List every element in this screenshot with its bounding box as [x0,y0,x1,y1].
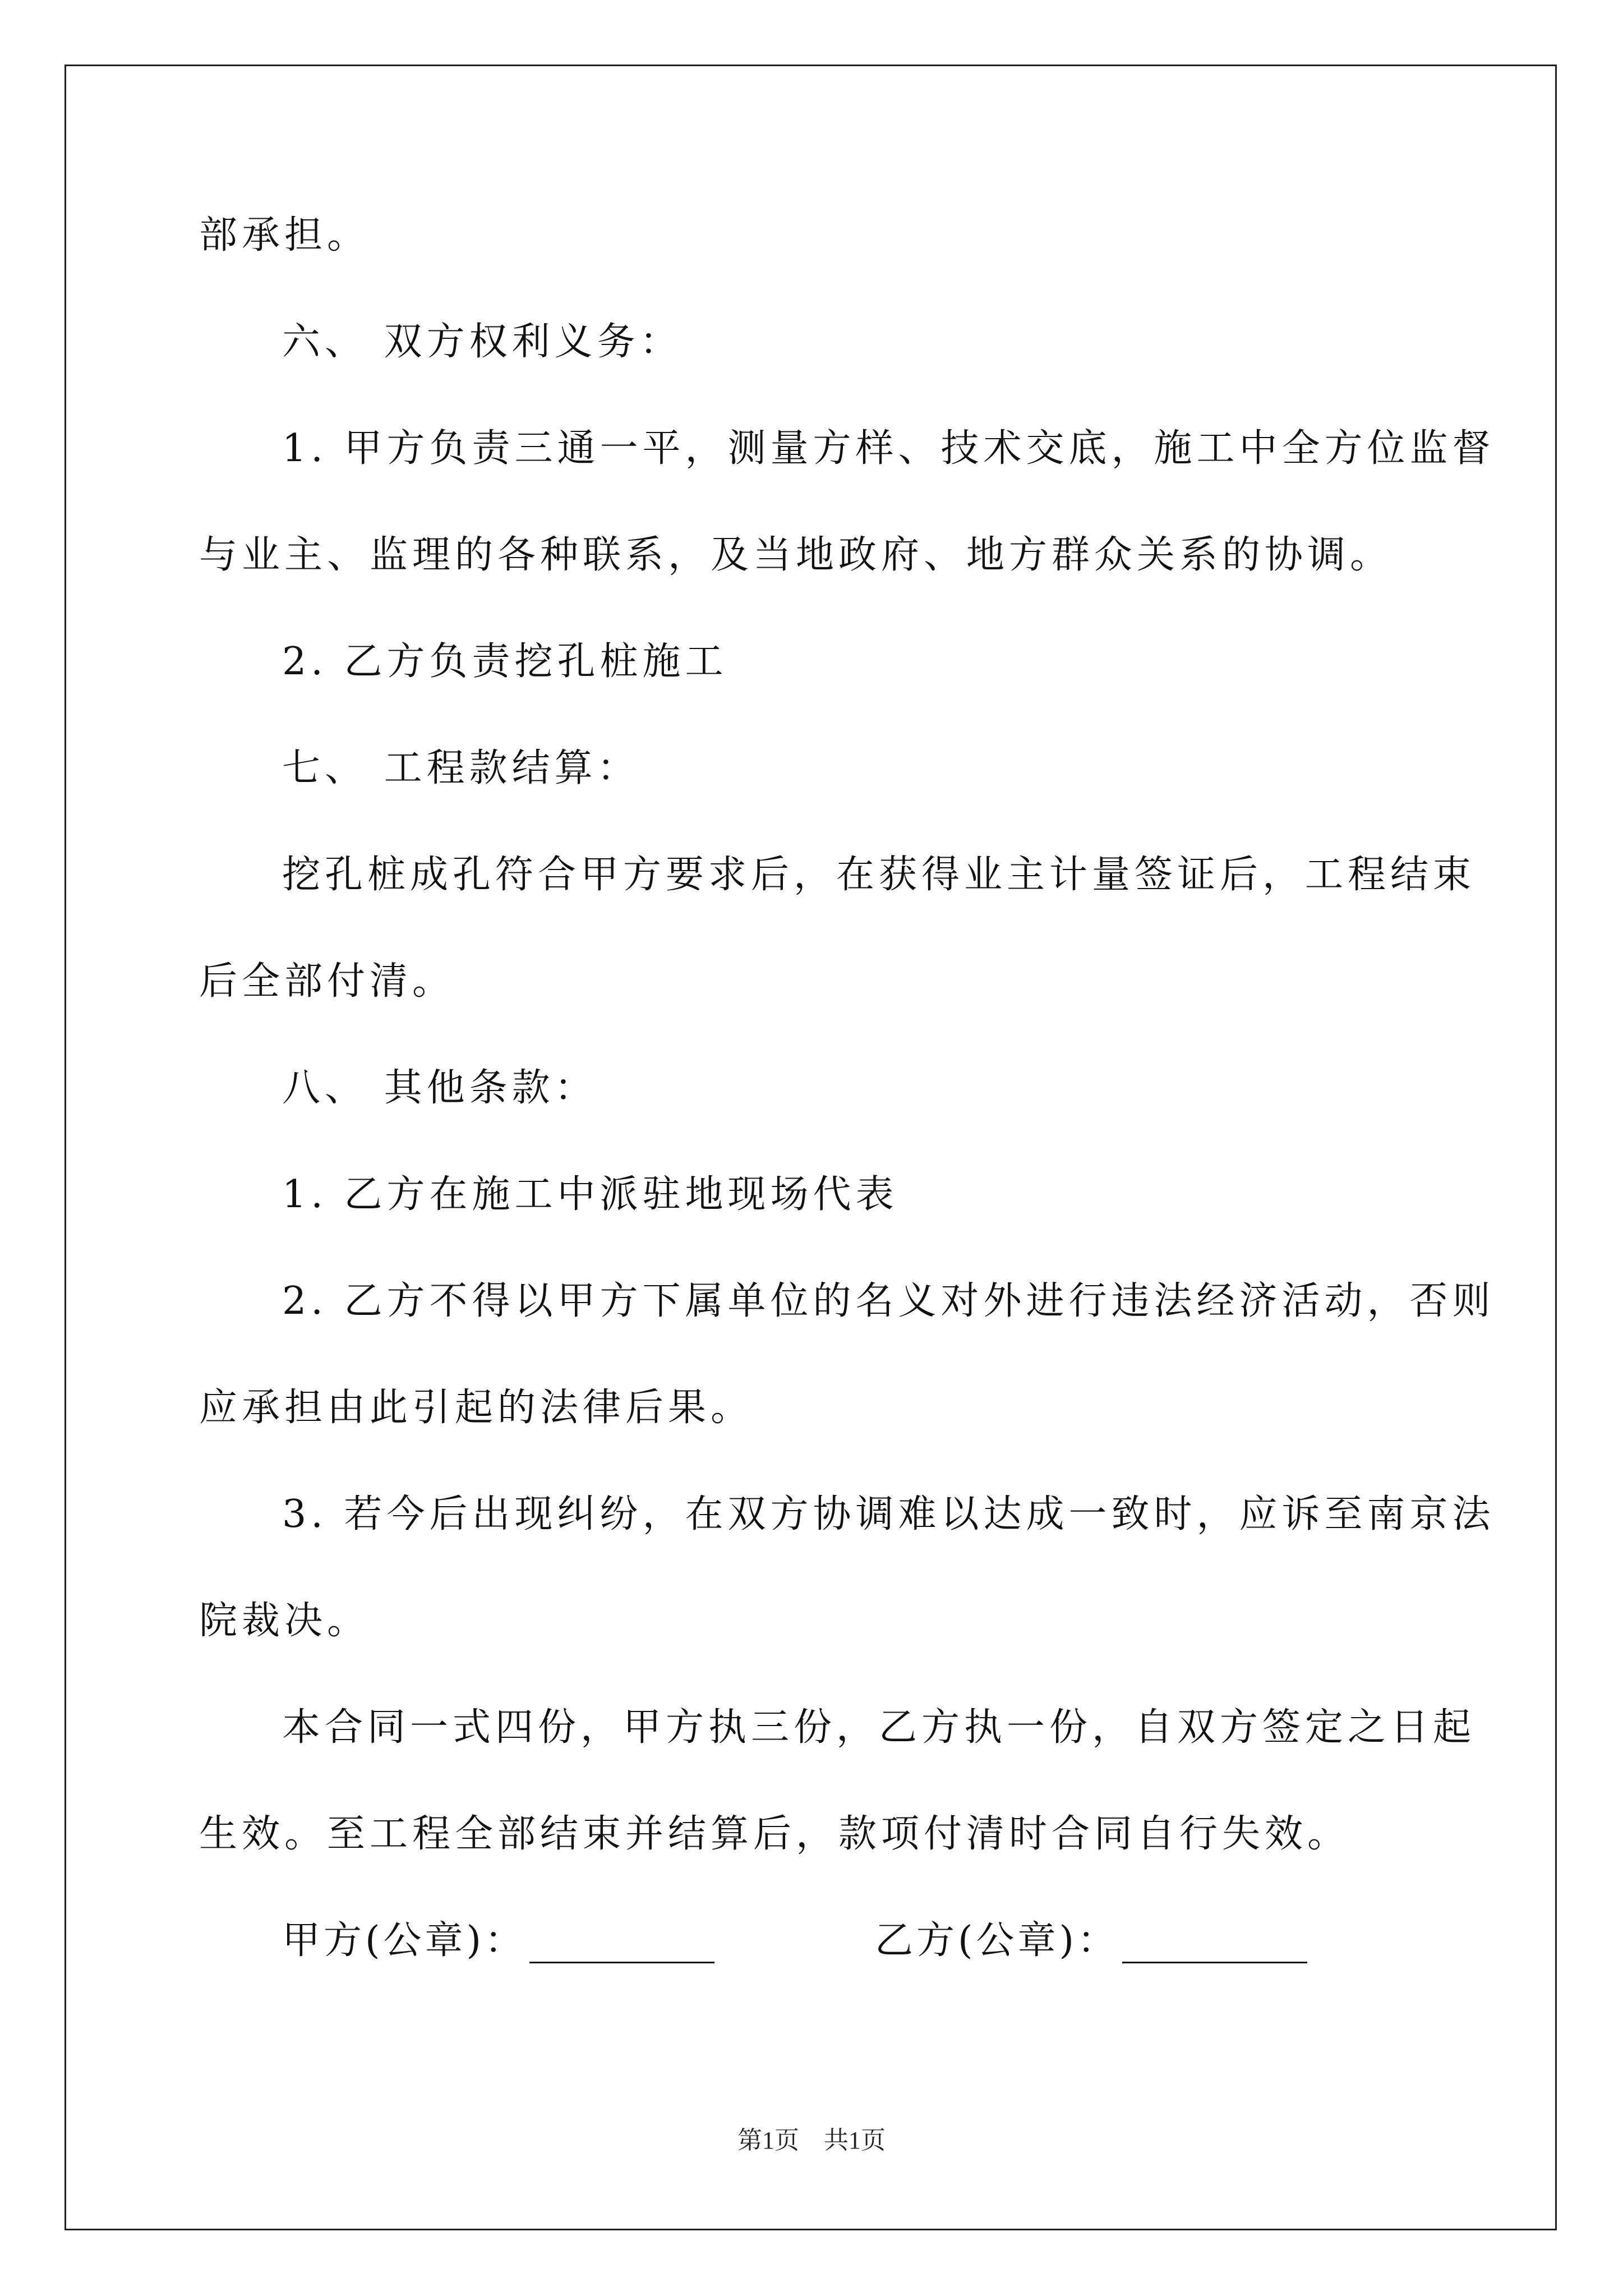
paragraph-line: 与业主、监理的各种联系，及当地政府、地方群众关系的协调。 [199,533,1393,577]
paragraph-line: 本合同一式四份，甲方执三份，乙方执一份，自双方签定之日起 [282,1705,1476,1750]
paragraph-line: 1. 甲方负责三通一平，测量方样、技术交底，施工中全方位监督 [282,426,1495,471]
paragraph-line: 应承担由此引起的法律后果。 [199,1386,754,1430]
paragraph-line: 后全部付清。 [199,959,455,1004]
paragraph-line: 1. 乙方在施工中派驻地现场代表 [282,1172,898,1217]
section-heading-7: 七、 工程款结算： [282,746,640,790]
page-border [64,65,1557,2230]
paragraph-line: 院裁决。 [199,1599,370,1643]
paragraph-line: 3. 若今后出现纠纷，在双方协调难以达成一致时，应诉至南京法 [282,1492,1495,1536]
signature-party-b-blank [1122,1928,1307,1963]
paragraph-line: 2. 乙方不得以甲方下属单位的名义对外进行违法经济活动，否则 [282,1279,1495,1323]
signature-party-b [875,1918,1307,1963]
paragraph-line: 生效。至工程全部结束并结算后，款项付清时合同自行失效。 [199,1812,1350,1856]
signature-party-a [282,1918,714,1963]
signature-party-a-blank [529,1928,714,1963]
signature-party-a-label: 甲方(公章)： [282,1918,527,1963]
paragraph-line: 部承担。 [199,213,370,257]
paragraph-line: 挖孔桩成孔符合甲方要求后，在获得业主计量签证后，工程结束 [282,853,1476,897]
signature-party-b-label: 乙方(公章)： [875,1918,1119,1963]
page-footer: 第1页 共1页 [737,2127,886,2154]
section-heading-6: 六、 双方权利义务： [282,320,683,364]
paragraph-line: 2. 乙方负责挖孔桩施工 [282,639,728,684]
section-heading-8: 八、 其他条款： [282,1066,597,1110]
